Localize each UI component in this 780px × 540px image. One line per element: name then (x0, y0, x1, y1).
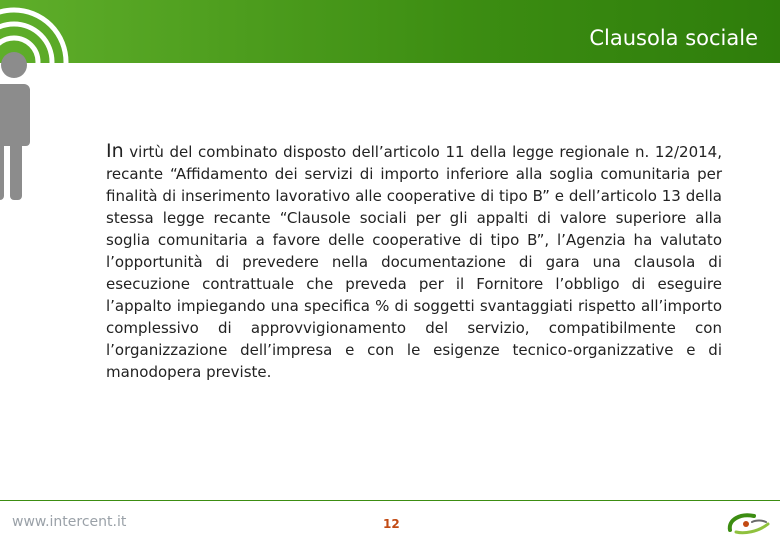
slide-title: Clausola sociale (589, 26, 758, 50)
website-link[interactable]: www.intercent.it (12, 514, 127, 530)
body-paragraph (106, 140, 722, 383)
intercent-logo-icon (724, 510, 772, 536)
footer-divider (0, 500, 780, 501)
person-signal-icon (0, 0, 120, 210)
body-lead-word: In (106, 140, 124, 162)
body-text: virtù del combinato disposto dell’articolo 11 della legge regionale n. 12/2014, recante “Affidamento dei servizi di importo inferiore alla soglia comunitaria per finalità di inserimento lavorativo alle cooperative di tipo B” e dell’articolo 13 della stessa legge recante “Clausole sociali per gli appalti di valore superiore alla soglia comunitaria a favore delle cooperative di tipo B”, l’Agenzia ha valutato l’opportunità di prevedere nella documentazione di gara una clausola di esecuzione contrattuale che preveda per il Fornitore l’obbligo di eseguire l’appalto impiegando una specifica % di soggetti svantaggiati rispetto all’importo complessivo di approvvigionamento del servizio, compatibilmente con l’organizzazione dell’impresa e con le esigenze tecnico-organizzative e di manodopera previste. (106, 143, 722, 381)
page-number: 12 (383, 517, 400, 531)
